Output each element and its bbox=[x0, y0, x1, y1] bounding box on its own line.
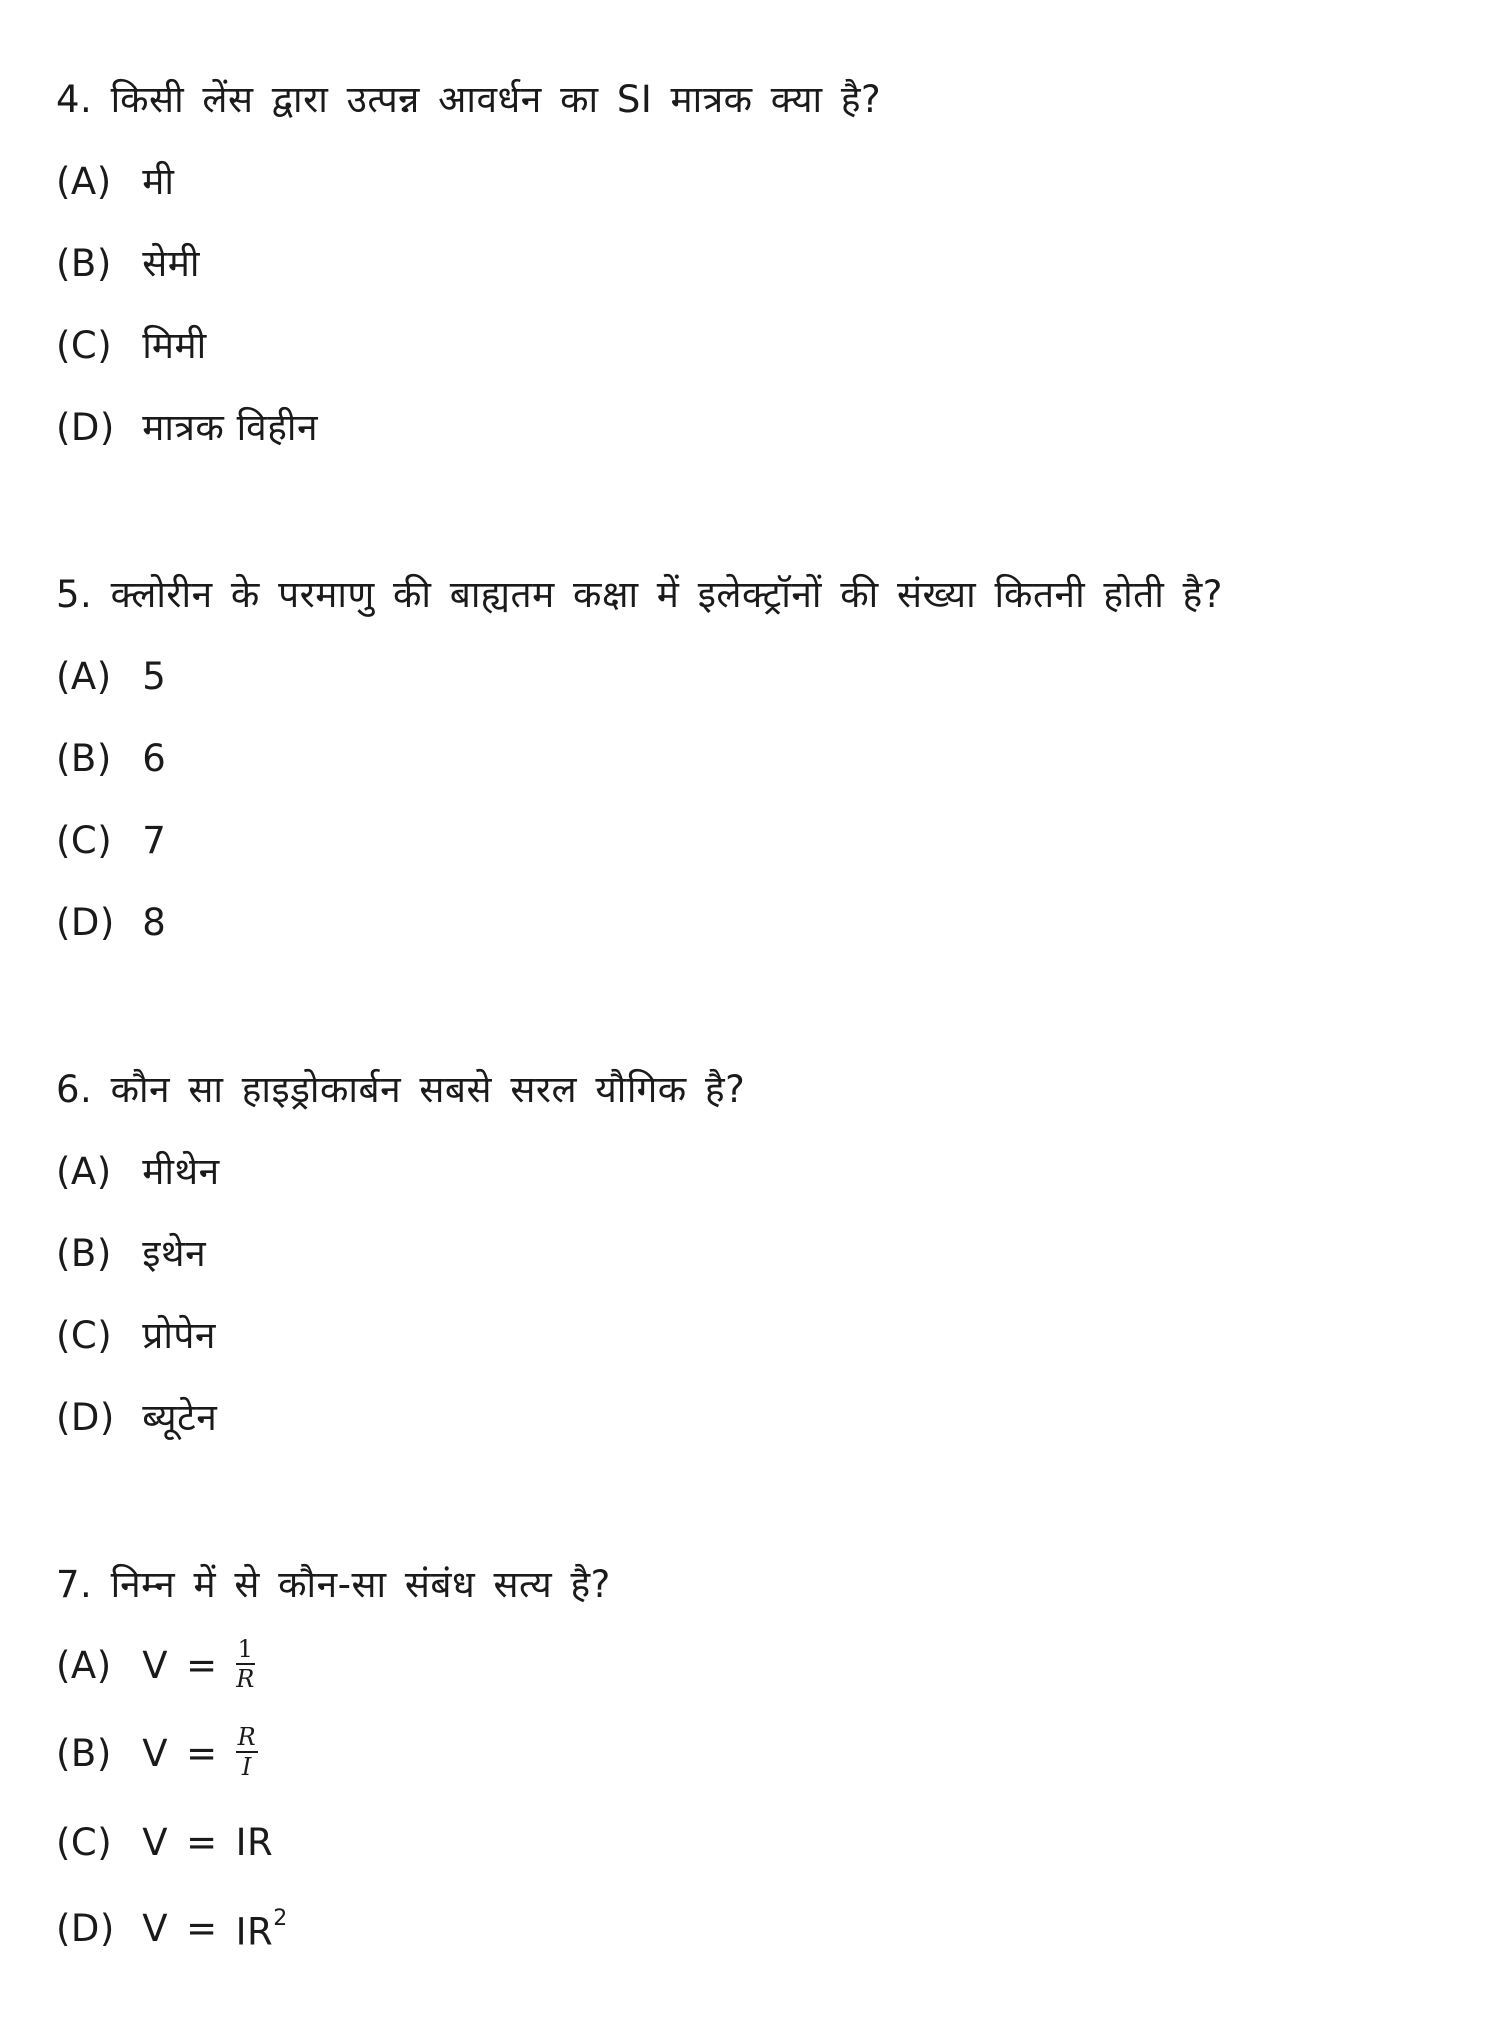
question-5-block bbox=[56, 565, 1456, 953]
question-4-option-a[interactable] bbox=[56, 152, 1456, 212]
fraction bbox=[236, 1724, 259, 1780]
question-6-block bbox=[56, 1060, 1456, 1448]
question-6-text: 6. कौन सा हाइड्रोकार्बन सबसे सरल यौगिक है? bbox=[56, 1068, 746, 1111]
question-7-option-a[interactable] bbox=[56, 1629, 1456, 1703]
fraction-numerator: R bbox=[237, 1723, 257, 1751]
option-label: (C) bbox=[56, 1821, 113, 1864]
formula bbox=[142, 1813, 273, 1873]
formula-equals: = bbox=[186, 1821, 218, 1864]
option-label: (A) bbox=[56, 1150, 112, 1193]
option-label: (B) bbox=[56, 1732, 112, 1775]
option-label: (D) bbox=[56, 901, 115, 944]
fraction-denominator: I bbox=[241, 1753, 252, 1781]
question-4-option-d[interactable] bbox=[56, 398, 1456, 458]
question-4-block bbox=[56, 70, 1456, 458]
formula-lhs: V bbox=[142, 1644, 169, 1687]
formula-equals: = bbox=[186, 1644, 218, 1687]
question-5-option-c[interactable] bbox=[56, 811, 1456, 871]
option-label: (C) bbox=[56, 1314, 113, 1357]
question-7-option-d[interactable] bbox=[56, 1895, 1456, 1955]
fraction bbox=[236, 1636, 256, 1692]
option-label: (D) bbox=[56, 406, 115, 449]
formula-lhs: V bbox=[142, 1906, 169, 1950]
option-text: 6 bbox=[142, 737, 167, 780]
formula bbox=[142, 1717, 258, 1791]
option-label: (C) bbox=[56, 819, 113, 862]
option-text: 5 bbox=[142, 655, 167, 698]
option-label: (A) bbox=[56, 160, 112, 203]
question-4-text: 4. किसी लेंस द्वारा उत्पन्न आवर्धन का SI मात्रक क्या है? bbox=[56, 78, 882, 121]
option-label: (B) bbox=[56, 737, 112, 780]
question-5-option-b[interactable] bbox=[56, 729, 1456, 789]
option-text: मात्रक विहीन bbox=[142, 406, 318, 449]
question-4-option-c[interactable] bbox=[56, 316, 1456, 376]
formula bbox=[142, 1895, 287, 1962]
option-label: (D) bbox=[56, 1906, 115, 1950]
question-7-text: 7. निम्न में से कौन-सा संबंध सत्य है? bbox=[56, 1563, 611, 1606]
formula-rhs bbox=[236, 1895, 288, 1962]
question-5-option-d[interactable] bbox=[56, 893, 1456, 953]
option-label: (B) bbox=[56, 242, 112, 285]
option-label: (A) bbox=[56, 1644, 112, 1687]
question-6-option-d[interactable] bbox=[56, 1388, 1456, 1448]
question-6-option-b[interactable] bbox=[56, 1224, 1456, 1284]
question-4-option-b[interactable] bbox=[56, 234, 1456, 294]
formula-lhs: V bbox=[142, 1821, 169, 1864]
question-7-option-c[interactable] bbox=[56, 1813, 1456, 1873]
formula-lhs: V bbox=[142, 1732, 169, 1775]
option-text: इथेन bbox=[142, 1232, 207, 1275]
option-text: सेमी bbox=[142, 242, 200, 285]
question-5-option-a[interactable] bbox=[56, 647, 1456, 707]
option-text: प्रोपेन bbox=[142, 1314, 216, 1357]
option-text: मिमी bbox=[142, 324, 207, 367]
question-7-block bbox=[56, 1555, 1456, 1955]
option-text: 8 bbox=[142, 901, 167, 944]
fraction-denominator: R bbox=[236, 1665, 255, 1693]
option-text: ब्यूटेन bbox=[142, 1396, 218, 1439]
formula-rhs: IR bbox=[235, 1821, 274, 1864]
question-6-option-c[interactable] bbox=[56, 1306, 1456, 1366]
option-text: मी bbox=[142, 160, 175, 203]
question-6-option-a[interactable] bbox=[56, 1142, 1456, 1202]
option-label: (C) bbox=[56, 324, 113, 367]
formula bbox=[142, 1629, 255, 1703]
question-5-text: 5. क्लोरीन के परमाणु की बाह्यतम कक्षा में इलेक्ट्रॉनों की संख्या कितनी होती है? bbox=[56, 573, 1223, 616]
formula-equals: = bbox=[186, 1906, 218, 1950]
option-label: (D) bbox=[56, 1396, 115, 1439]
question-7-option-b[interactable] bbox=[56, 1717, 1456, 1791]
option-text: 7 bbox=[142, 819, 167, 862]
formula-rhs-exponent: 2 bbox=[273, 1906, 288, 1931]
option-label: (B) bbox=[56, 1232, 112, 1275]
option-text: मीथेन bbox=[142, 1150, 220, 1193]
formula-equals: = bbox=[186, 1732, 218, 1775]
formula-rhs-base: IR bbox=[235, 1910, 274, 1954]
fraction-numerator: 1 bbox=[237, 1635, 254, 1663]
option-label: (A) bbox=[56, 655, 112, 698]
